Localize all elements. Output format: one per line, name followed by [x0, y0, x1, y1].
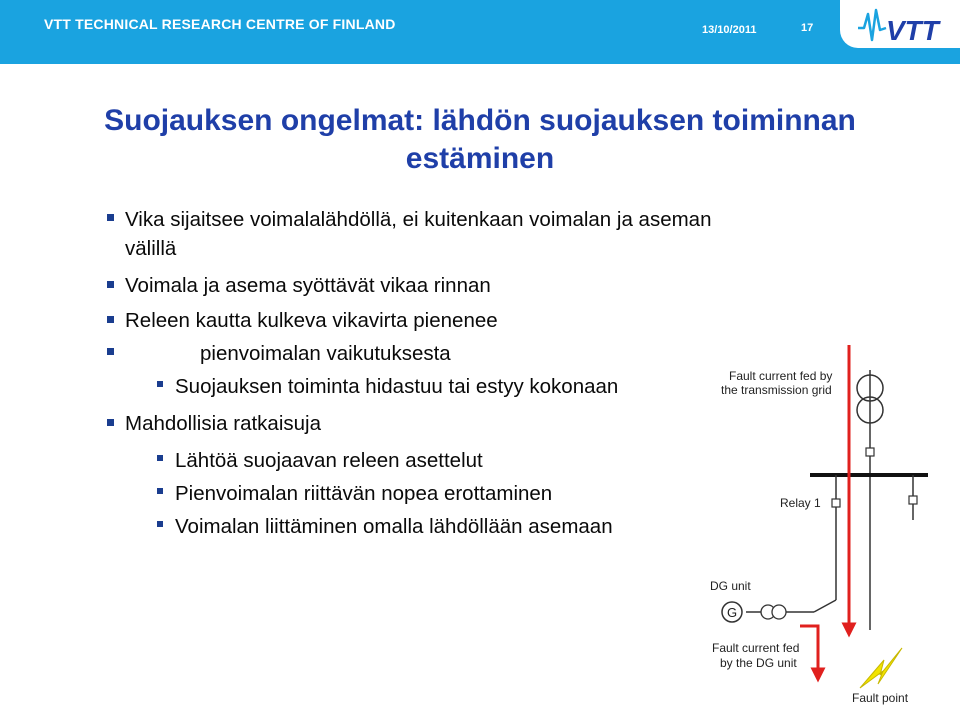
bullet-square-icon — [107, 316, 114, 323]
breaker-icon — [866, 448, 874, 456]
bullet-square-icon — [107, 419, 114, 426]
header-bar — [0, 0, 960, 64]
bullet-square-icon — [107, 281, 114, 288]
sub-bullet-square-icon — [157, 381, 163, 387]
bullet-5-sub-1: Lähtöä suojaavan releen asettelut — [175, 449, 483, 472]
vtt-logo-graphic — [840, 0, 960, 48]
bullet-3: Releen kautta kulkeva vikavirta pienenee — [125, 309, 498, 332]
title-line-1: Suojauksen ongelmat: lähdön suojauksen toiminnan — [104, 104, 856, 137]
fault-current-diagram — [700, 330, 955, 710]
bullet-4-sub: Suojauksen toiminta hidastuu tai estyy kokonaan — [175, 375, 619, 398]
bullet-5: Mahdollisia ratkaisuja — [125, 412, 321, 435]
bullet-1-line-1: Vika sijaitsee voimalalähdöllä, ei kuitenkaan voimalan ja aseman — [125, 208, 712, 231]
slide-number: 17 — [801, 22, 814, 34]
vtt-logo — [840, 0, 960, 48]
breaker-icon — [909, 496, 917, 504]
dg-fault-label-line-2: by the DG unit — [720, 656, 797, 670]
organization-name: VTT TECHNICAL RESEARCH CENTRE OF FINLAND — [44, 16, 396, 32]
bullet-1-line-2: välillä — [125, 237, 177, 260]
dg-fault-current-arrow-icon — [800, 626, 818, 675]
bullet-4: pienvoimalan vaikutuksesta — [200, 342, 451, 365]
bullet-square-icon — [107, 348, 114, 355]
sub-bullet-square-icon — [157, 521, 163, 527]
slide-title — [40, 102, 920, 178]
dg-fault-label-line-1: Fault current fed — [712, 641, 800, 655]
grid-fault-label-line-2: the transmission grid — [721, 383, 832, 397]
grid-fault-label-line-1: Fault current fed by — [729, 369, 833, 383]
fault-lightning-icon — [860, 648, 902, 688]
title-line-2: estäminen — [405, 142, 555, 175]
bullet-square-icon — [107, 214, 114, 221]
sub-bullet-square-icon — [157, 455, 163, 461]
bullet-5-sub-3: Voimalan liittäminen omalla lähdöllään asemaan — [175, 515, 613, 538]
sub-bullet-square-icon — [157, 488, 163, 494]
dg-unit-label: DG unit — [710, 579, 751, 593]
dg-switch-icon — [814, 600, 836, 612]
generator-symbol: G — [726, 605, 738, 620]
bullet-5-sub-2: Pienvoimalan riittävän nopea erottaminen — [175, 482, 553, 505]
fault-point-label: Fault point — [852, 691, 909, 705]
bullet-2: Voimala ja asema syöttävät vikaa rinnan — [125, 274, 491, 297]
relay-1-label: Relay 1 — [780, 496, 821, 510]
slide-date: 13/10/2011 — [702, 24, 757, 36]
dg-transformer-right-icon — [772, 605, 786, 619]
vtt-logo-text: VTT — [886, 15, 939, 46]
relay-1-breaker-icon — [832, 499, 840, 507]
